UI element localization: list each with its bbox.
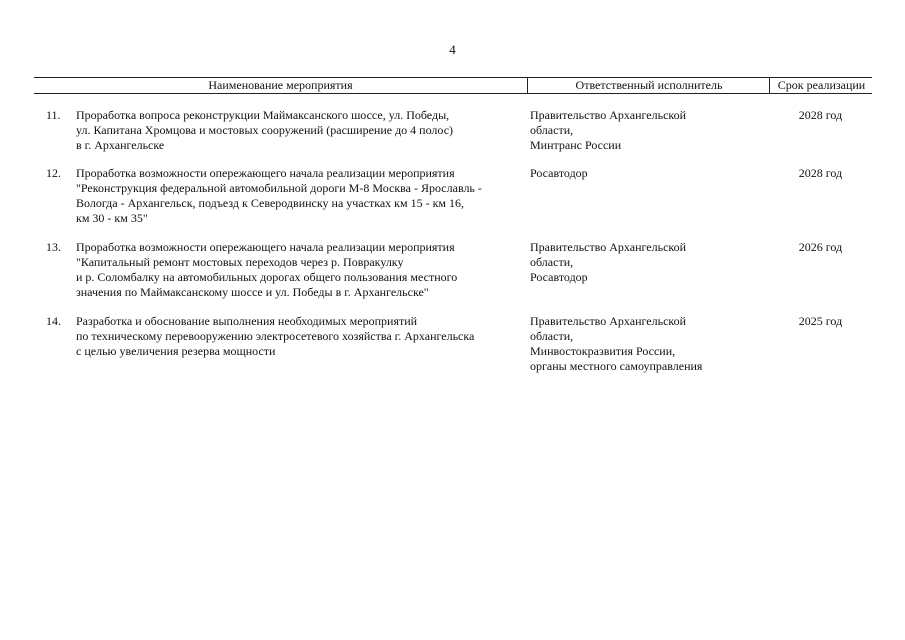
row-term: 2025 год xyxy=(798,314,843,328)
header-name: Наименование мероприятия xyxy=(208,78,353,92)
row-term: 2026 год xyxy=(798,240,843,254)
row-text-line: "Капитальный ремонт мостовых переходов через р. Повракулку xyxy=(76,255,404,269)
row-executor-line: области, xyxy=(530,329,574,343)
row-number: 13. xyxy=(46,240,61,254)
row-text-line: Проработка вопроса реконструкции Маймаксанского шоссе, ул. Победы, xyxy=(76,108,450,122)
page-number: 4 xyxy=(449,42,456,57)
row-text-line: Проработка возможности опережающего начала реализации мероприятия xyxy=(76,166,455,180)
row-text-line: в г. Архангельске xyxy=(76,138,165,152)
row-executor-line: Росавтодор xyxy=(530,166,588,180)
row-text xyxy=(76,166,526,226)
row-executor-line: Правительство Архангельской xyxy=(530,108,687,122)
row-term: 2028 год xyxy=(798,166,843,180)
row-text xyxy=(76,108,526,153)
row-text-line: ул. Капитана Хромцова и мостовых сооружений (расширение до 4 полос) xyxy=(76,123,454,137)
row-executor xyxy=(530,108,766,153)
row-text-line: "Реконструкция федеральной автомобильной дороги М-8 Москва - Ярославль - xyxy=(76,181,482,195)
row-text-line: Проработка возможности опережающего начала реализации мероприятия xyxy=(76,240,455,254)
row-number: 11. xyxy=(46,108,61,122)
row-executor-line: области, xyxy=(530,255,574,269)
row-text-line: и р. Соломбалку на автомобильных дорогах общего пользования местного xyxy=(76,270,458,284)
row-text-line: по техническому перевооружению электросетевого хозяйства г. Архангельска xyxy=(76,329,475,343)
row-text xyxy=(76,240,526,300)
row-executor-line: Правительство Архангельской xyxy=(530,240,687,254)
header-term: Срок реализации xyxy=(769,78,873,93)
row-executor-line: Минвостокразвития России, xyxy=(530,344,676,358)
row-executor xyxy=(530,166,766,181)
row-executor xyxy=(530,314,766,374)
header-executor: Ответственный исполнитель xyxy=(527,78,770,93)
row-executor-line: Росавтодор xyxy=(530,270,588,284)
row-executor-line: области, xyxy=(530,123,574,137)
row-text-line: Вологда - Архангельск, подъезд к Северодвинску на участках км 15 - км 16, xyxy=(76,196,465,210)
row-executor-line: Минтранс России xyxy=(530,138,622,152)
row-text-line: км 30 - км 35" xyxy=(76,211,148,225)
row-text xyxy=(76,314,526,359)
row-number: 14. xyxy=(46,314,61,328)
row-number: 12. xyxy=(46,166,61,180)
row-executor-line: Правительство Архангельской xyxy=(530,314,687,328)
row-text-line: с целью увеличения резерва мощности xyxy=(76,344,276,358)
table-header xyxy=(34,77,872,94)
row-text-line: Разработка и обоснование выполнения необходимых мероприятий xyxy=(76,314,418,328)
row-executor xyxy=(530,240,766,285)
row-text-line: значения по Маймаксанскому шоссе и ул. Победы в г. Архангельске" xyxy=(76,285,429,299)
row-executor-line: органы местного самоуправления xyxy=(530,359,703,373)
row-term: 2028 год xyxy=(798,108,843,122)
